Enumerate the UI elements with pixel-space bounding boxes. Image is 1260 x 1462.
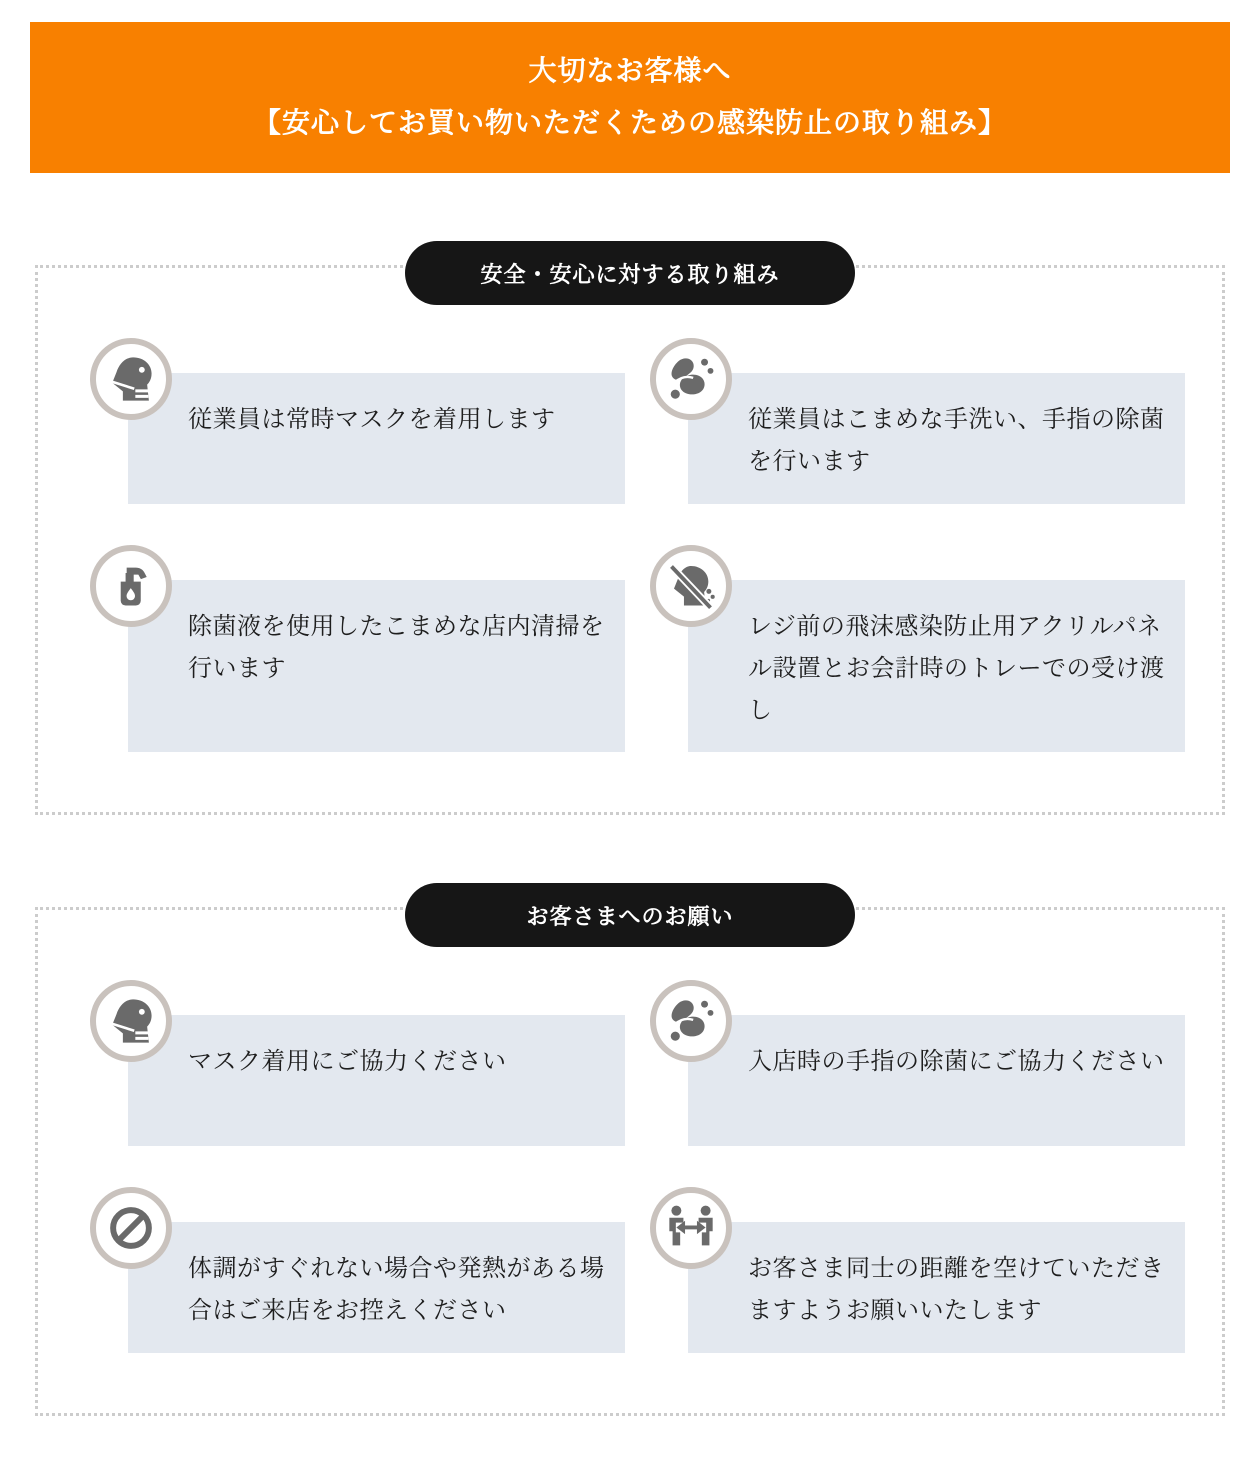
item-text: 従業員はこまめな手洗い、手指の除菌を行います xyxy=(688,373,1185,504)
section-customer-requests xyxy=(35,903,1225,1416)
item-text: 体調がすぐれない場合や発熱がある場合はご来店をお控えください xyxy=(128,1222,625,1353)
list-item xyxy=(90,338,625,504)
spray-bottle-icon xyxy=(105,560,157,612)
header-title: 大切なお客様へ xyxy=(528,55,732,87)
icon-circle xyxy=(90,338,172,420)
social-distance-icon xyxy=(665,1202,717,1254)
icon-circle xyxy=(90,980,172,1062)
item-text: マスク着用にご協力ください xyxy=(128,1015,625,1146)
section-badge: 安全・安心に対する取り組み xyxy=(405,241,855,305)
list-item xyxy=(90,545,625,752)
icon-circle xyxy=(90,1187,172,1269)
hand-wash-icon xyxy=(665,995,717,1047)
section-badge: お客さまへのお願い xyxy=(405,883,855,947)
no-droplets-icon xyxy=(665,560,717,612)
list-item xyxy=(90,980,625,1146)
item-text: レジ前の飛沫感染防止用アクリルパネル設置とお会計時のトレーでの受け渡し xyxy=(688,580,1185,752)
icon-circle xyxy=(650,980,732,1062)
icon-circle xyxy=(650,1187,732,1269)
item-text: 入店時の手指の除菌にご協力ください xyxy=(688,1015,1185,1146)
icon-circle xyxy=(90,545,172,627)
list-item xyxy=(650,1187,1185,1353)
no-entry-icon xyxy=(105,1202,157,1254)
item-text: 従業員は常時マスクを着用します xyxy=(128,373,625,504)
section-safety-measures xyxy=(35,261,1225,815)
item-text: お客さま同士の距離を空けていただきますようお願いいたします xyxy=(688,1222,1185,1353)
item-text: 除菌液を使用したこまめな店内清掃を行います xyxy=(128,580,625,752)
list-item xyxy=(90,1187,625,1353)
icon-circle xyxy=(650,338,732,420)
icon-circle xyxy=(650,545,732,627)
list-item xyxy=(650,545,1185,752)
hand-wash-icon xyxy=(665,353,717,405)
mask-face-icon xyxy=(105,995,157,1047)
header-subtitle: 【安心してお買い物いただくための感染防止の取り組み】 xyxy=(252,107,1007,138)
header-banner xyxy=(30,22,1230,173)
mask-face-icon xyxy=(105,353,157,405)
list-item xyxy=(650,338,1185,504)
list-item xyxy=(650,980,1185,1146)
